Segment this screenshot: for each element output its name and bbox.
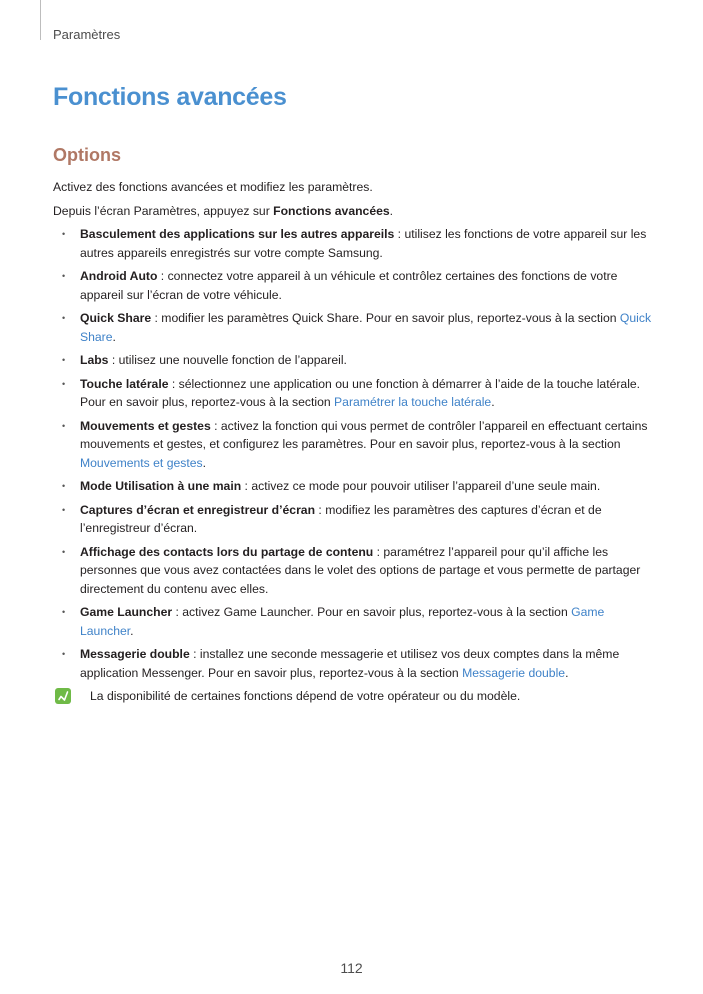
item-after: .	[565, 665, 569, 680]
item-term: Basculement des applications sur les autres appareils	[80, 227, 395, 241]
item-text: : modifier les paramètres Quick Share. Pour en savoir plus, reportez-vous à la section	[151, 311, 620, 325]
note-text: La disponibilité de certaines fonctions dépend de votre opérateur ou du modèle.	[90, 689, 521, 703]
item-term: Captures d’écran et enregistreur d’écran	[80, 502, 316, 517]
list-item	[53, 543, 653, 599]
item-term: Touche latérale	[80, 376, 169, 391]
list-item	[53, 309, 653, 346]
dual-messenger-link[interactable]: Messagerie double	[462, 665, 566, 680]
motions-gestures-link[interactable]: Mouvements et gestes	[80, 455, 203, 470]
page-title: Fonctions avancées	[53, 83, 287, 111]
item-term: Mode Utilisation à une main	[80, 479, 242, 493]
list-item	[53, 351, 653, 370]
item-text: : utilisez les fonctions de votre appareil sur les autres appareils enregistrés sur votre compte Samsung.	[80, 227, 647, 260]
item-term: Quick Share	[80, 311, 152, 325]
path-suffix: .	[389, 203, 394, 218]
item-term: Mouvements et gestes	[80, 418, 211, 433]
options-list	[53, 225, 653, 682]
list-item	[53, 267, 653, 304]
path-prefix: Depuis l’écran Paramètres, appuyez sur	[53, 203, 274, 218]
page-number: 112	[340, 960, 363, 976]
item-after: .	[491, 395, 495, 409]
item-term: Labs	[80, 353, 109, 367]
item-text: : activez Game Launcher. Pour en savoir plus, reportez-vous à la section	[172, 605, 572, 619]
list-item	[53, 417, 653, 473]
running-header: Paramètres	[53, 27, 121, 42]
note-check-icon	[55, 688, 71, 704]
list-item	[53, 501, 653, 538]
list-item	[53, 603, 653, 640]
item-after: .	[130, 623, 134, 638]
list-item	[53, 477, 653, 496]
item-text: : activez ce mode pour pouvoir utiliser l’appareil d’une seule main.	[241, 479, 601, 493]
item-text: : activez la fonction qui vous permet de contrôler l’appareil en effectuant certains mouvements et gestes, et configurez les paramètres. Pour en savoir plus, reportez-vous à la section	[80, 418, 648, 451]
item-term: Android Auto	[80, 269, 158, 283]
item-text: : paramétrez l’appareil pour qu’il affiche les personnes que vous avez contactées dans le volet des options de partage et vous permette de partager directement du contenu avec elles.	[80, 544, 641, 596]
path-bold: Fonctions avancées	[273, 203, 390, 218]
path-paragraph	[53, 202, 653, 221]
item-text: : sélectionnez une application ou une fonction à démarrer à l’aide de la touche latérale. Pour en savoir plus, reportez-vous à la section	[80, 376, 641, 409]
list-item	[53, 645, 653, 682]
content-body	[53, 178, 653, 706]
item-text: : installez une seconde messagerie et utilisez vos deux comptes dans la même application Messenger. Pour en savoir plus, reportez-vous à la section	[80, 647, 620, 680]
list-item	[53, 375, 653, 412]
item-after: .	[112, 329, 116, 344]
item-after: .	[202, 455, 207, 470]
game-launcher-link[interactable]: Game Launcher	[80, 605, 605, 638]
list-item	[53, 225, 653, 262]
side-key-link[interactable]: Paramétrer la touche latérale	[334, 395, 492, 409]
section-subtitle: Options	[53, 145, 121, 165]
intro-paragraph: Activez des fonctions avancées et modifiez les paramètres.	[53, 180, 373, 194]
item-text: : utilisez une nouvelle fonction de l’appareil.	[108, 353, 347, 367]
item-text: : modifiez les paramètres des captures d’écran et de l’enregistreur d’écran.	[80, 502, 602, 535]
item-text: : connectez votre appareil à un véhicule et contrôlez certaines des fonctions de votre appareil sur l’écran de votre véhicule.	[80, 269, 618, 302]
item-term: Game Launcher	[80, 605, 173, 619]
availability-note	[53, 687, 653, 706]
item-term: Messagerie double	[80, 647, 190, 661]
quick-share-link[interactable]: Quick Share	[80, 311, 652, 344]
page-margin-line	[40, 0, 41, 40]
item-term: Affichage des contacts lors du partage de contenu	[80, 544, 374, 559]
